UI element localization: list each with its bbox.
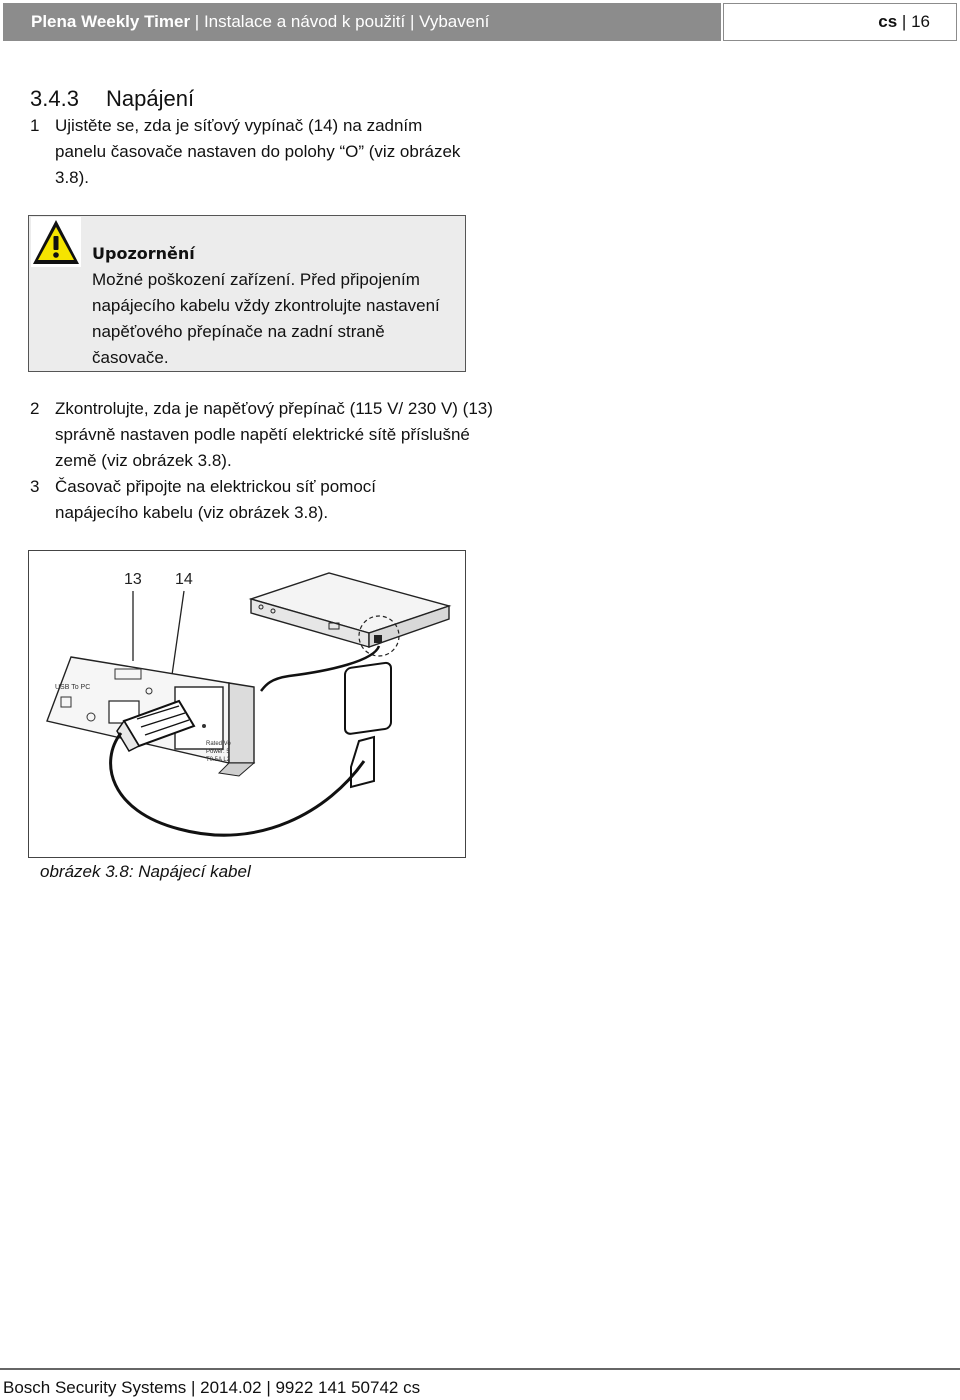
section-title: Napájení	[106, 86, 195, 111]
header-separator: |	[897, 12, 912, 31]
timer-rear-panel-closeup	[47, 657, 254, 776]
section-number: 3.4.3	[30, 86, 79, 111]
figure-illustration	[29, 551, 467, 859]
panel-usb-label: USB To PC	[55, 684, 91, 691]
page-footer: Bosch Security Systems | 2014.02 | 9922 141 50742 cs	[3, 1378, 421, 1397]
header-separator: |	[405, 12, 420, 31]
step-text: Časovač připojte na elektrickou síť pomocí napájecího kabelu (viz obrázek 3.8).	[55, 477, 377, 522]
section-heading	[30, 86, 194, 112]
warning-text: Možné poškození zařízení. Před připojením napájecího kabelu vždy zkontrolujte nastavení napěťového přepínače na zadní straně časovače.	[92, 270, 440, 367]
callout-14: 14	[175, 571, 193, 588]
figure-power-cable	[28, 550, 466, 858]
step-number: 1	[30, 116, 40, 135]
warning-title: Upozornění	[92, 244, 195, 263]
figure-caption: obrázek 3.8: Napájecí kabel	[40, 862, 251, 881]
callout-13: 13	[124, 571, 142, 588]
warning-triangle-icon	[31, 217, 81, 267]
step-text: Zkontrolujte, zda je napěťový přepínač (115 V/ 230 V) (13) správně nastaven podle napětí elektrické sítě příslušné země (viz obrázek 3.8).	[55, 399, 493, 470]
wall-socket	[345, 662, 391, 787]
header-doc-type: Instalace a návod k použití	[203, 12, 406, 31]
timer-device-small	[251, 573, 449, 656]
panel-rated-label: Rated Vo	[206, 741, 231, 747]
footer-divider	[0, 1368, 960, 1370]
header-page-box	[723, 3, 957, 41]
header-product: Plena Weekly Timer	[31, 12, 191, 31]
step-number: 3	[30, 477, 40, 496]
panel-power-label: Power: 5	[206, 749, 230, 755]
step-number: 2	[30, 399, 40, 418]
warning-box	[28, 215, 466, 372]
page-header	[3, 3, 957, 41]
header-language: cs	[878, 12, 898, 31]
header-chapter: Vybavení	[419, 12, 490, 31]
header-title-bar	[3, 3, 723, 41]
panel-fuse-label: T0.5A L2	[206, 757, 231, 763]
header-separator: |	[190, 12, 204, 31]
step-text: Ujistěte se, zda je síťový vypínač (14) na zadním panelu časovače nastaven do polohy “O” (viz obrázek 3.8).	[55, 116, 461, 187]
header-page-number: 16	[911, 12, 930, 31]
